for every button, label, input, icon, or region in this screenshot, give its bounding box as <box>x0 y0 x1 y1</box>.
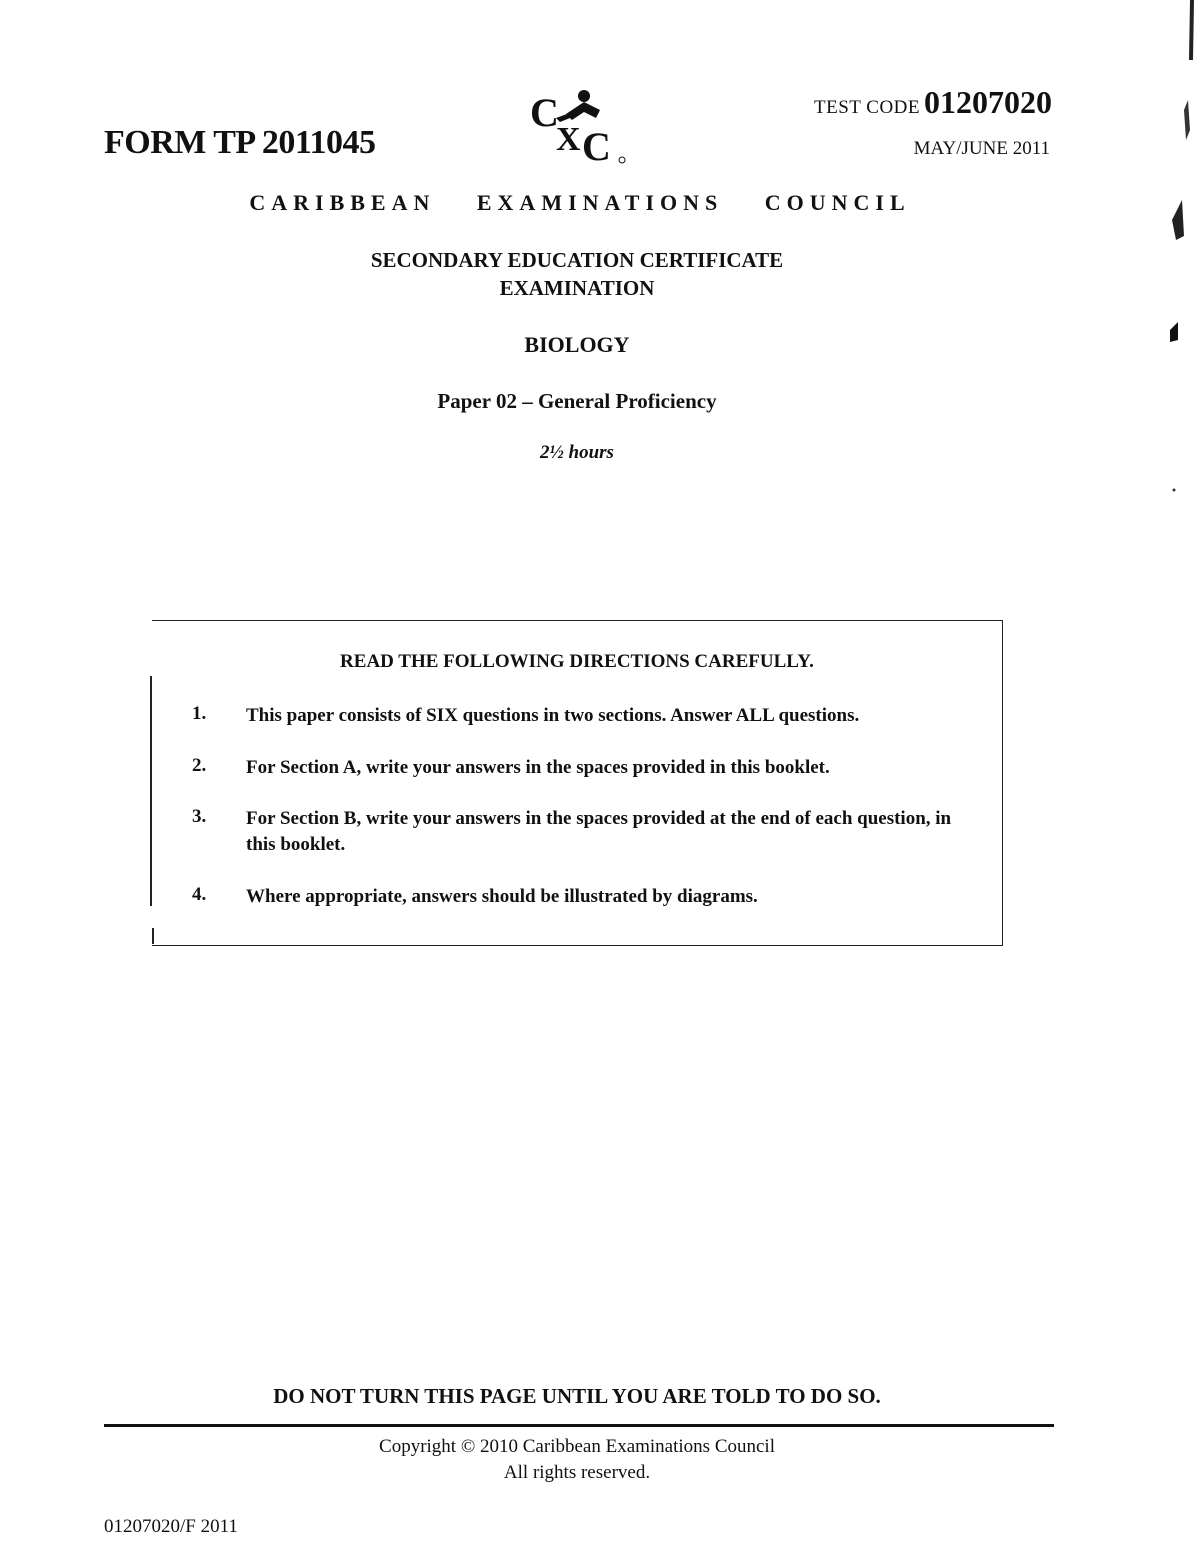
direction-text: Where appropriate, answers should be illustrated by diagrams. <box>246 886 758 907</box>
subject-title: BIOLOGY <box>524 332 630 357</box>
scan-edge-marks <box>1160 0 1200 560</box>
paper-title: Paper 02 – General Proficiency <box>437 389 717 413</box>
form-code: FORM TP 2011045 <box>104 124 376 161</box>
certificate-title-line2: EXAMINATION <box>499 276 655 300</box>
do-not-turn-warning: DO NOT TURN THIS PAGE UNTIL YOU ARE TOLD TO DO SO. <box>273 1384 881 1408</box>
direction-number: 2. <box>192 755 207 776</box>
direction-number: 1. <box>192 703 207 724</box>
test-code-label: TEST CODE <box>813 97 920 118</box>
direction-text: This paper consists of SIX questions in two sections. Answer ALL questions. <box>246 705 860 726</box>
direction-text: For Section A, write your answers in the spaces provided in this booklet. <box>246 757 830 778</box>
footer-rule <box>104 1424 1054 1427</box>
rights-notice: All rights reserved. <box>503 1462 651 1483</box>
page-code: 01207020/F 2011 <box>104 1516 238 1537</box>
certificate-title-line1: SECONDARY EDUCATION CERTIFICATE <box>370 248 784 272</box>
exam-session: MAY/JUNE 2011 <box>913 138 1050 159</box>
council-name: CARIBBEAN EXAMINATIONS COUNCIL <box>249 190 911 215</box>
test-code-value: 01207020 <box>924 84 1052 120</box>
svg-text:C: C <box>582 124 611 168</box>
direction-number: 4. <box>192 884 207 905</box>
test-code <box>814 84 1052 121</box>
svg-text:C: C <box>530 90 559 135</box>
direction-number: 3. <box>192 806 207 827</box>
direction-text: For Section B, write your answers in the spaces provided at the end of each question, in this booklet. <box>246 808 952 855</box>
directions-box-left-border-lower <box>152 928 154 944</box>
exam-duration: 2½ hours <box>540 442 614 463</box>
copyright-notice: Copyright © 2010 Caribbean Examinations Council <box>379 1436 775 1457</box>
cxc-logo <box>526 88 626 168</box>
directions-heading: READ THE FOLLOWING DIRECTIONS CAREFULLY. <box>340 651 814 672</box>
svg-text:X: X <box>556 121 581 158</box>
directions-box-left-border <box>150 676 152 906</box>
